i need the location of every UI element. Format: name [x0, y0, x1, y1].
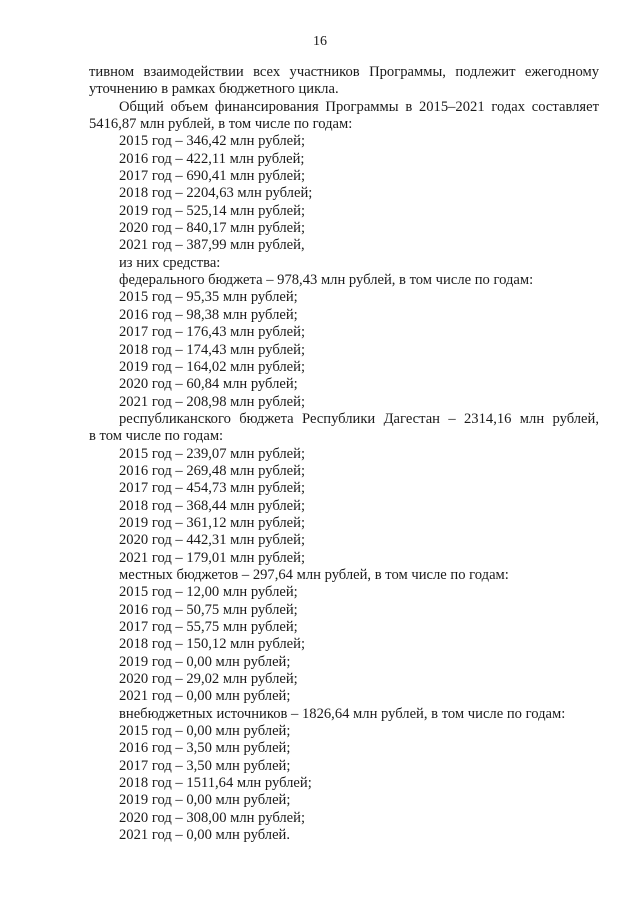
text-line: 2020 год – 442,31 млн рублей; [119, 532, 306, 549]
text-line: 2018 год – 1511,64 млн рублей; [119, 775, 312, 792]
text-line: 2016 год – 3,50 млн рублей; [119, 740, 291, 757]
text-line: 2015 год – 95,35 млн рублей; [119, 289, 298, 306]
text-line: 2018 год – 2204,63 млн рублей; [119, 185, 313, 202]
text-line: 2021 год – 208,98 млн рублей; [119, 393, 306, 410]
text-line: 5416,87 млн рублей, в том числе по годам: [89, 116, 353, 133]
text-line: 2016 год – 50,75 млн рублей; [119, 601, 298, 618]
text-line: 2016 год – 98,38 млн рублей; [119, 306, 298, 323]
text-line: 2017 год – 55,75 млн рублей; [119, 619, 298, 635]
text-line: уточнению в рамках бюджетного цикла. [89, 81, 339, 98]
text-line: тивном взаимодействии всех участников Программы, подлежит ежегодному [89, 64, 599, 80]
page-number: 16 [313, 34, 327, 49]
text-line: 2020 год – 840,17 млн рублей; [119, 220, 306, 237]
text-line: 2020 год – 29,02 млн рублей; [119, 671, 298, 688]
text-line: 2020 год – 60,84 млн рублей; [119, 376, 298, 393]
text-line: федерального бюджета – 978,43 млн рублей, в том числе по годам: [119, 272, 534, 289]
text-line: 2019 год – 525,14 млн рублей; [119, 202, 306, 219]
text-line: 2018 год – 174,43 млн рублей; [119, 341, 306, 358]
text-line: 2018 год – 368,44 млн рублей; [119, 497, 306, 514]
text-line: 2021 год – 387,99 млн рублей, [119, 237, 305, 254]
text-line: 2019 год – 361,12 млн рублей; [119, 514, 306, 531]
text-line: 2020 год – 308,00 млн рублей; [119, 809, 306, 826]
text-line: 2017 год – 3,50 млн рублей; [119, 757, 291, 774]
text-line: 2021 год – 0,00 млн рублей. [119, 827, 291, 844]
text-line: 2016 год – 269,48 млн рублей; [119, 462, 306, 479]
text-line: 2015 год – 12,00 млн рублей; [119, 584, 298, 601]
text-line: 2017 год – 690,41 млн рублей; [119, 168, 306, 185]
text-line: 2015 год – 239,07 млн рублей; [119, 445, 306, 462]
text-line: 2018 год – 150,12 млн рублей; [119, 636, 306, 653]
text-line: 2019 год – 164,02 млн рублей; [119, 358, 306, 375]
text-line: из них средства: [119, 254, 221, 271]
text-line: местных бюджетов – 297,64 млн рублей, в том числе по годам: [119, 566, 509, 583]
text-line: 2015 год – 346,42 млн рублей; [119, 133, 306, 150]
text-line: в том числе по годам: [89, 428, 224, 445]
text-line: 2016 год – 422,11 млн рублей; [119, 150, 305, 167]
text-line: 2021 год – 0,00 млн рублей; [119, 688, 291, 705]
text-line: внебюджетных источников – 1826,64 млн рублей, в том числе по годам: [119, 705, 566, 722]
text-line: 2017 год – 176,43 млн рублей; [119, 324, 306, 341]
text-line: 2019 год – 0,00 млн рублей; [119, 653, 291, 670]
text-line: Общий объем финансирования Программы в 2015–2021 годах составляет [119, 98, 599, 115]
text-line: 2021 год – 179,01 млн рублей; [119, 549, 306, 566]
text-line: республиканского бюджета Республики Дагестан – 2314,16 млн рублей, [119, 410, 599, 427]
document-body [89, 64, 599, 844]
text-line: 2019 год – 0,00 млн рублей; [119, 792, 291, 809]
text-line: 2017 год – 454,73 млн рублей; [119, 480, 306, 497]
text-line: 2015 год – 0,00 млн рублей; [119, 723, 291, 740]
